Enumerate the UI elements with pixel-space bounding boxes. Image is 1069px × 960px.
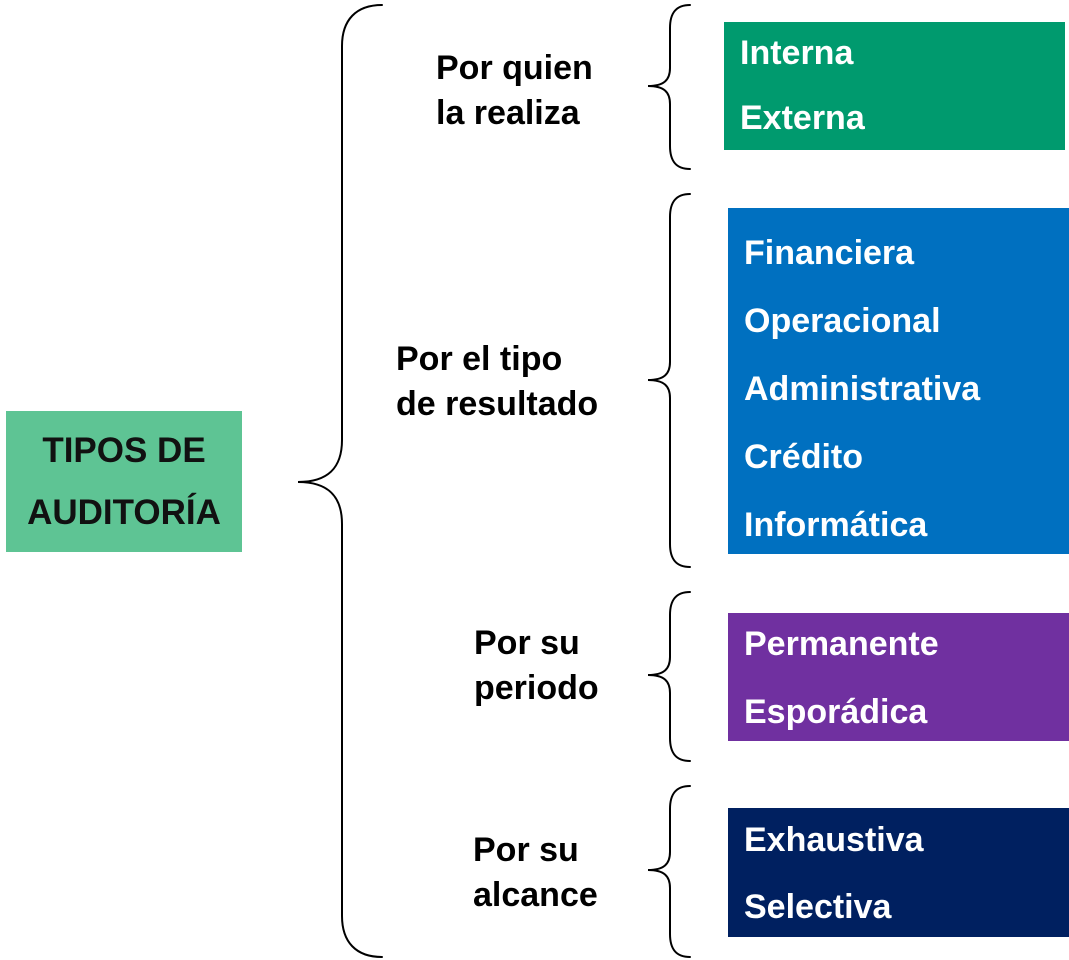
items-box-tipo-resultado bbox=[728, 208, 1069, 554]
item-externa: Externa bbox=[740, 99, 865, 137]
category-label-line-1: Por su bbox=[473, 831, 579, 869]
item-administrativa: Administrativa bbox=[744, 370, 981, 408]
category-label-line-1: Por el tipo bbox=[396, 340, 563, 378]
category-label-por-quien bbox=[436, 46, 593, 136]
item-esporadica: Esporádica bbox=[744, 693, 928, 731]
item-informatica: Informática bbox=[744, 506, 928, 544]
category-label-line-1: Por quien bbox=[436, 49, 593, 87]
item-selectiva: Selectiva bbox=[744, 888, 892, 926]
category-label-line-2: alcance bbox=[473, 876, 598, 914]
item-permanente: Permanente bbox=[744, 625, 939, 663]
category-label-line-1: Por su bbox=[474, 624, 580, 662]
brace-por-quien bbox=[648, 5, 690, 169]
category-label-periodo bbox=[474, 621, 599, 711]
item-financiera: Financiera bbox=[744, 234, 915, 272]
items-box-por-quien bbox=[724, 22, 1065, 150]
main-brace bbox=[298, 5, 382, 957]
root-line-2: AUDITORÍA bbox=[27, 492, 221, 532]
category-label-tipo-resultado bbox=[396, 337, 598, 427]
category-label-line-2: de resultado bbox=[396, 385, 599, 423]
items-box-periodo bbox=[728, 613, 1069, 741]
root-box-tipos-de-auditoria bbox=[6, 411, 242, 552]
item-credito: Crédito bbox=[744, 438, 863, 476]
brace-tipo-resultado bbox=[648, 194, 690, 567]
category-label-alcance bbox=[473, 828, 598, 918]
item-exhaustiva: Exhaustiva bbox=[744, 821, 924, 859]
item-interna: Interna bbox=[740, 34, 854, 72]
brace-periodo bbox=[648, 592, 690, 761]
root-line-1: TIPOS DE bbox=[42, 430, 206, 470]
category-label-line-2: periodo bbox=[474, 669, 599, 707]
item-operacional: Operacional bbox=[744, 302, 941, 340]
items-box-alcance bbox=[728, 808, 1069, 937]
category-label-line-2: la realiza bbox=[436, 94, 580, 132]
brace-alcance bbox=[648, 786, 690, 957]
